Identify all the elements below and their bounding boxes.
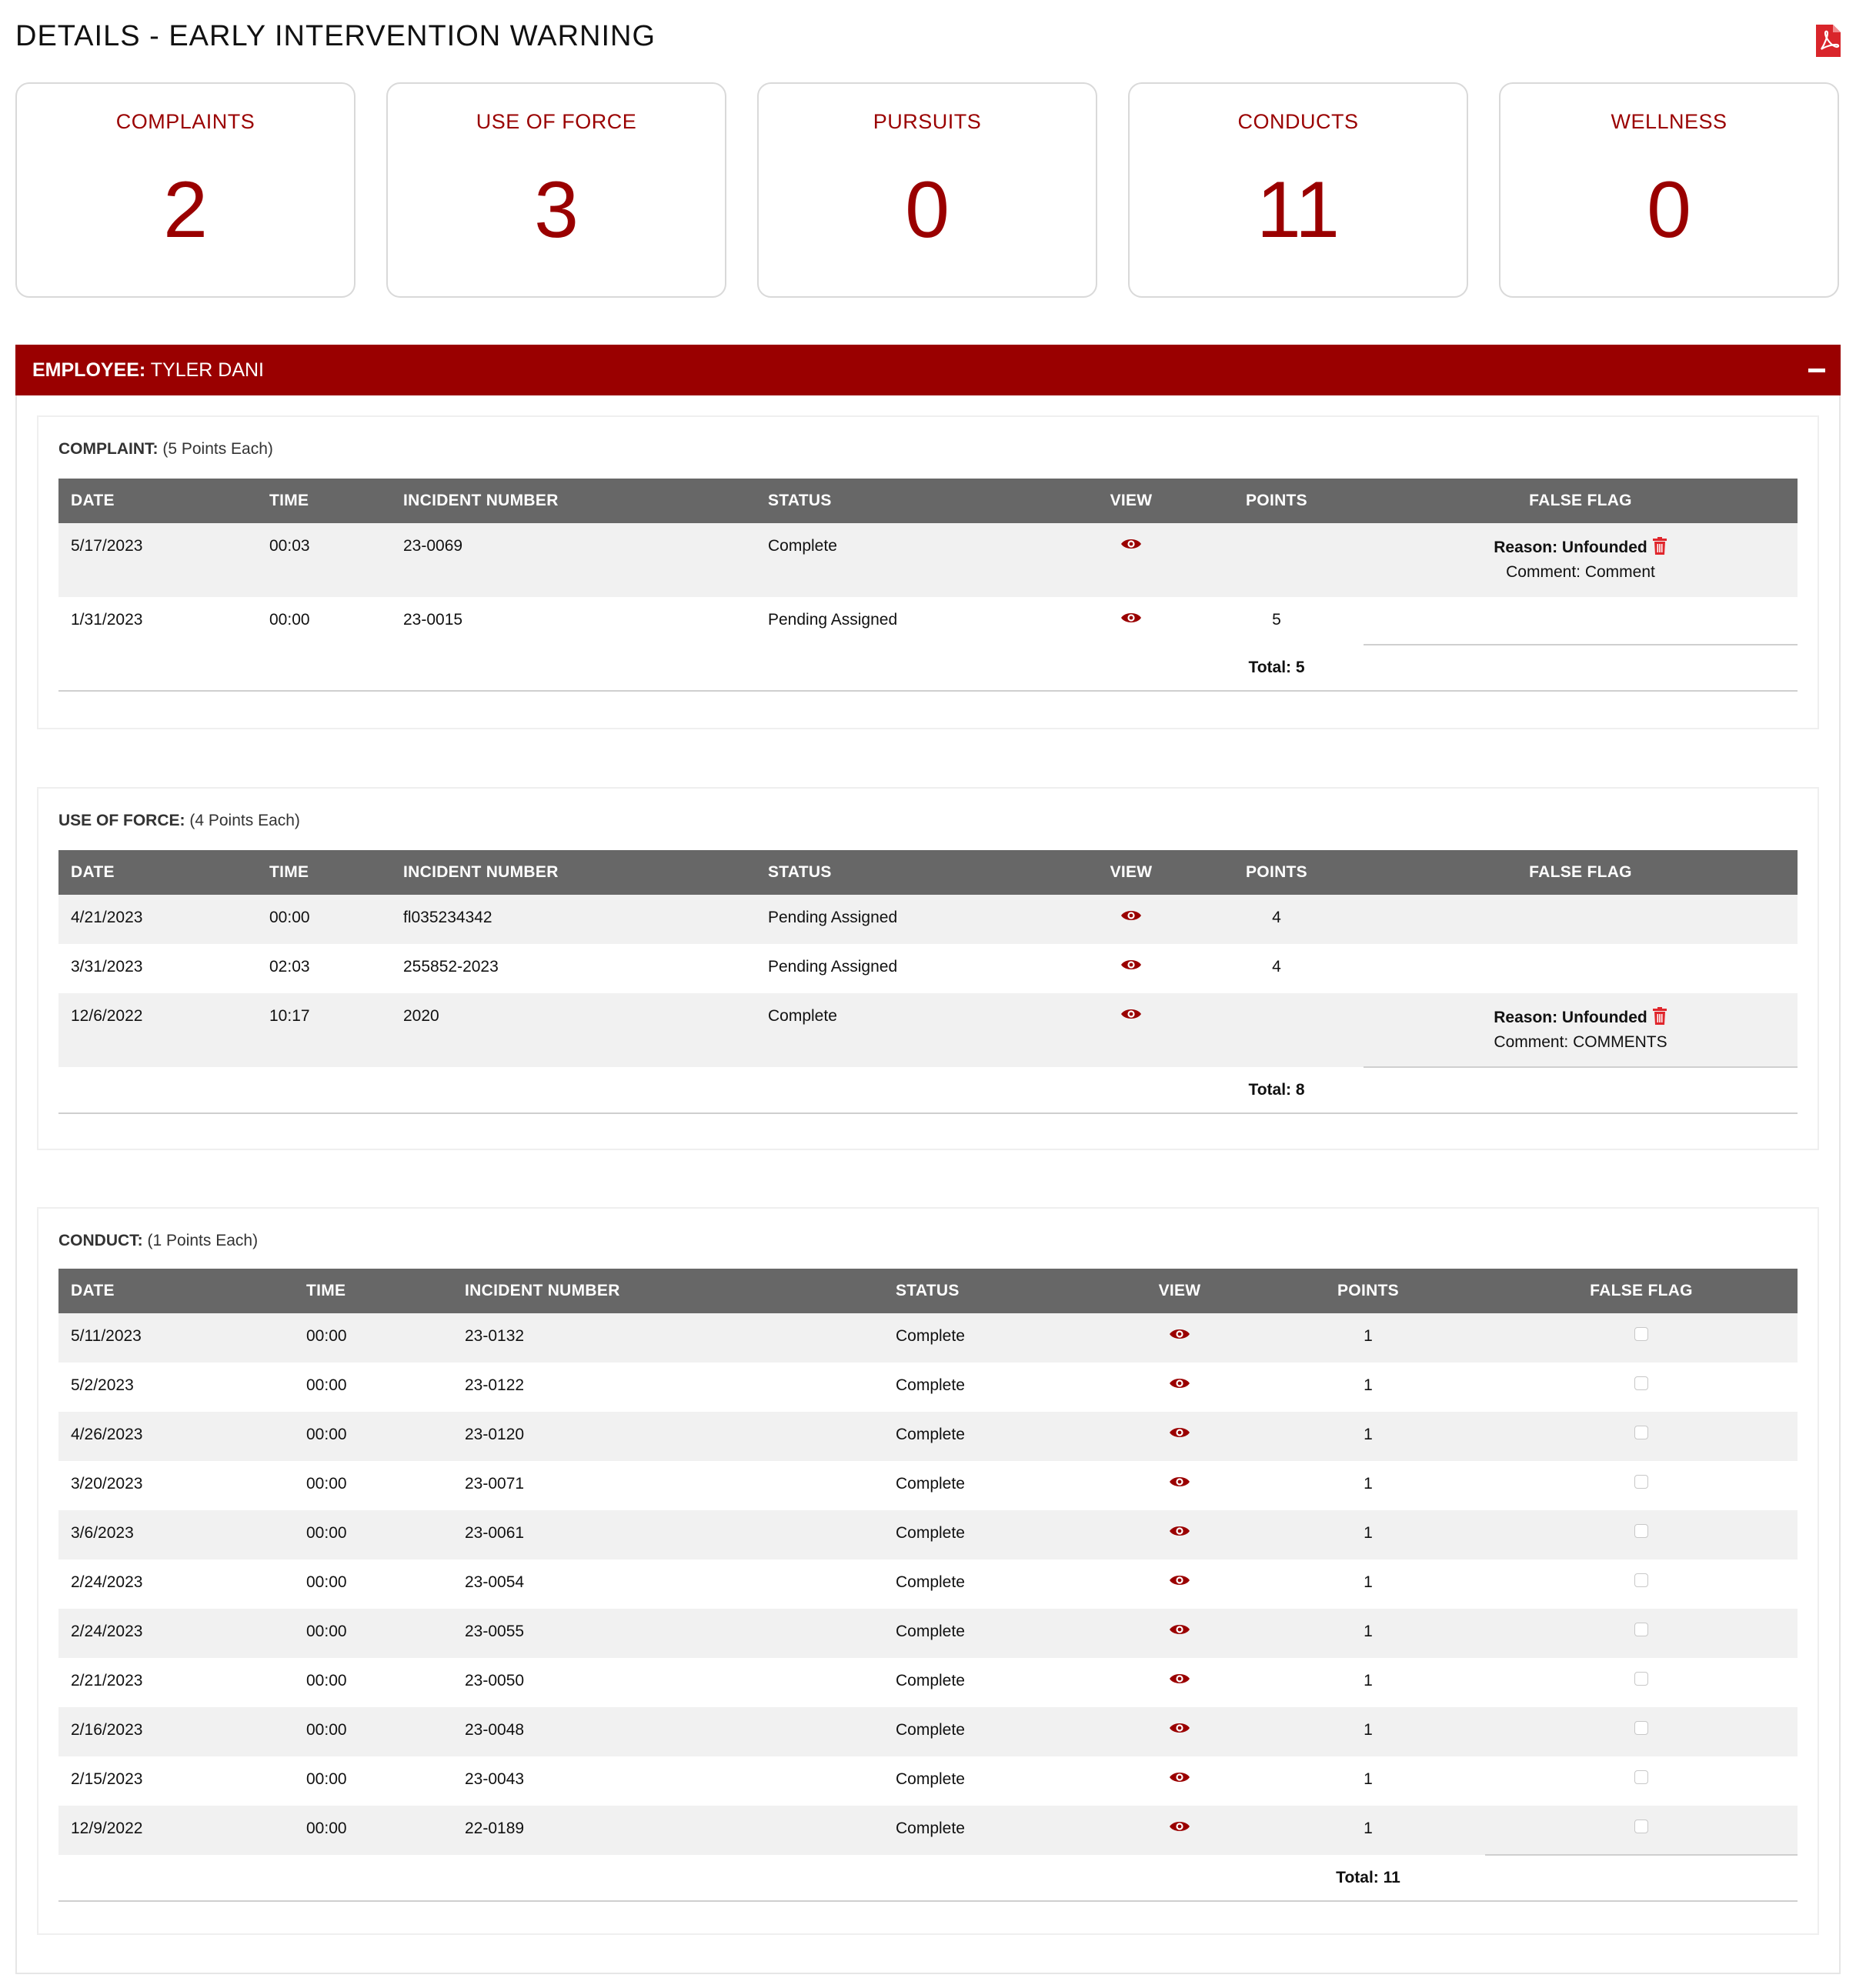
- false-flag-checkbox[interactable]: [1634, 1770, 1648, 1784]
- cell-status: Complete: [896, 1426, 965, 1443]
- cell-status: Complete: [768, 537, 837, 555]
- false-flag-checkbox[interactable]: [1634, 1721, 1648, 1735]
- col-header-incident-number[interactable]: INCIDENT NUMBER: [391, 850, 756, 895]
- cell-time: 00:00: [269, 611, 310, 629]
- cell-incident: 22-0189: [465, 1820, 525, 1837]
- cell-status: Complete: [896, 1770, 965, 1788]
- col-header-status[interactable]: STATUS: [756, 850, 1073, 895]
- table-row: [58, 1363, 1798, 1412]
- col-header-points[interactable]: POINTS: [1251, 1269, 1485, 1313]
- table-header-row: [58, 850, 1798, 895]
- col-header-status[interactable]: STATUS: [756, 479, 1073, 523]
- page-title: DETAILS - EARLY INTERVENTION WARNING: [15, 20, 656, 52]
- col-header-incident-number[interactable]: INCIDENT NUMBER: [452, 1269, 883, 1313]
- col-header-false-flag: FALSE FLAG: [1364, 479, 1798, 523]
- view-eye-icon[interactable]: [1169, 1376, 1190, 1390]
- cell-date: 3/6/2023: [71, 1524, 134, 1542]
- cell-points: 4: [1272, 909, 1281, 926]
- cell-status: Complete: [896, 1623, 965, 1640]
- cell-points: 1: [1364, 1475, 1373, 1493]
- cell-time: 00:00: [306, 1672, 347, 1689]
- cell-date: 4/26/2023: [71, 1426, 143, 1443]
- cell-incident: 23-0132: [465, 1327, 525, 1345]
- stat-label: USE OF FORCE: [476, 110, 637, 133]
- table-row: [58, 993, 1798, 1067]
- view-eye-icon[interactable]: [1120, 537, 1142, 551]
- col-header-view: VIEW: [1073, 850, 1190, 895]
- cell-points: 1: [1364, 1327, 1373, 1345]
- cell-date: 3/20/2023: [71, 1475, 143, 1493]
- view-eye-icon[interactable]: [1169, 1573, 1190, 1587]
- section-total: Total: 11: [1251, 1855, 1485, 1901]
- conduct-table: [58, 1269, 1798, 1902]
- section-title: CONDUCT: (1 Points Each): [58, 1232, 259, 1249]
- table-row: [58, 523, 1798, 597]
- col-header-time[interactable]: TIME: [294, 1269, 452, 1313]
- cell-incident: 23-0050: [465, 1672, 525, 1689]
- view-eye-icon[interactable]: [1169, 1327, 1190, 1341]
- stat-value: 3: [534, 165, 579, 255]
- cell-time: 00:00: [306, 1573, 347, 1591]
- col-header-view: VIEW: [1073, 479, 1190, 523]
- false-flag-checkbox[interactable]: [1634, 1820, 1648, 1833]
- cell-status: Complete: [896, 1672, 965, 1689]
- false-flag-checkbox[interactable]: [1634, 1475, 1648, 1489]
- col-header-status[interactable]: STATUS: [883, 1269, 1108, 1313]
- employee-panel-header[interactable]: [15, 345, 1841, 395]
- cell-points: 4: [1272, 958, 1281, 976]
- cell-status: Complete: [896, 1376, 965, 1394]
- false-flag-checkbox[interactable]: [1634, 1426, 1648, 1439]
- table-header-row: [58, 479, 1798, 523]
- false-flag-checkbox[interactable]: [1634, 1672, 1648, 1686]
- table-row: [58, 1313, 1798, 1363]
- col-header-view: VIEW: [1108, 1269, 1251, 1313]
- stat-label: PURSUITS: [873, 110, 982, 133]
- col-header-date[interactable]: DATE: [58, 479, 257, 523]
- col-header-date[interactable]: DATE: [58, 1269, 294, 1313]
- view-eye-icon[interactable]: [1169, 1820, 1190, 1833]
- cell-time: 00:03: [269, 537, 310, 555]
- cell-status: Complete: [896, 1327, 965, 1345]
- stat-card-conducts: [1128, 82, 1468, 298]
- view-eye-icon[interactable]: [1169, 1623, 1190, 1636]
- cell-date: 2/24/2023: [71, 1573, 143, 1591]
- stat-card-wellness: [1499, 82, 1839, 298]
- cell-points: 1: [1364, 1623, 1373, 1640]
- cell-time: 00:00: [306, 1524, 347, 1542]
- cell-date: 1/31/2023: [71, 611, 143, 629]
- section-title: COMPLAINT: (5 Points Each): [58, 440, 273, 458]
- cell-incident: 23-0122: [465, 1376, 525, 1394]
- employee-name: TYLER DANI: [150, 359, 265, 381]
- table-row: [58, 597, 1798, 645]
- cell-date: 4/21/2023: [71, 909, 143, 926]
- cell-incident: fl035234342: [403, 909, 492, 926]
- col-header-points[interactable]: POINTS: [1190, 850, 1364, 895]
- false-flag-comment: Comment: Comment: [1506, 563, 1655, 581]
- employee-heading: [32, 359, 264, 382]
- view-eye-icon[interactable]: [1169, 1721, 1190, 1735]
- cell-points: 1: [1364, 1376, 1373, 1394]
- cell-incident: 23-0120: [465, 1426, 525, 1443]
- cell-time: 00:00: [306, 1623, 347, 1640]
- cell-points: [1190, 993, 1364, 1007]
- col-header-incident-number[interactable]: INCIDENT NUMBER: [391, 479, 756, 523]
- cell-time: 00:00: [306, 1475, 347, 1493]
- view-eye-icon[interactable]: [1169, 1770, 1190, 1784]
- false-flag-checkbox[interactable]: [1634, 1327, 1648, 1341]
- cell-time: 00:00: [306, 1426, 347, 1443]
- table-row: [58, 1559, 1798, 1609]
- cell-status: Complete: [896, 1573, 965, 1591]
- cell-points: 5: [1272, 611, 1281, 629]
- cell-status: Complete: [896, 1721, 965, 1739]
- table-row: [58, 944, 1798, 993]
- trash-icon[interactable]: [1652, 537, 1667, 555]
- total-row: [58, 645, 1798, 691]
- cell-time: 00:00: [269, 909, 310, 926]
- false-flag-reason: Reason: Unfounded: [1494, 539, 1647, 556]
- false-flag-comment: Comment: COMMENTS: [1494, 1033, 1667, 1051]
- table-row: [58, 1707, 1798, 1756]
- trash-icon[interactable]: [1652, 1007, 1667, 1026]
- false-flag-checkbox[interactable]: [1634, 1623, 1648, 1636]
- cell-time: 10:17: [269, 1007, 310, 1025]
- col-header-points[interactable]: POINTS: [1190, 479, 1364, 523]
- employee-label: EMPLOYEE:: [32, 359, 146, 381]
- col-header-date[interactable]: DATE: [58, 850, 257, 895]
- view-eye-icon[interactable]: [1120, 611, 1142, 625]
- false-flag-checkbox[interactable]: [1634, 1376, 1648, 1390]
- total-row: [58, 1067, 1798, 1113]
- collapse-icon[interactable]: [1808, 369, 1825, 372]
- cell-status: Complete: [896, 1820, 965, 1837]
- col-header-false-flag: FALSE FLAG: [1364, 850, 1798, 895]
- cell-incident: 23-0043: [465, 1770, 525, 1788]
- conduct-section: [37, 1207, 1819, 1935]
- col-header-time[interactable]: TIME: [257, 850, 391, 895]
- section-total: Total: 5: [1190, 645, 1364, 691]
- stat-value: 11: [1257, 165, 1340, 255]
- cell-incident: 23-0015: [403, 611, 463, 629]
- cell-points: 1: [1364, 1672, 1373, 1689]
- cell-time: 02:03: [269, 958, 310, 976]
- cell-date: 5/2/2023: [71, 1376, 134, 1394]
- table-row: [58, 1756, 1798, 1806]
- cell-status: Pending Assigned: [768, 958, 898, 976]
- stat-label: CONDUCTS: [1237, 110, 1359, 133]
- view-eye-icon[interactable]: [1120, 1007, 1142, 1021]
- stat-label: COMPLAINTS: [115, 110, 255, 133]
- stat-value: 2: [163, 165, 208, 255]
- cell-incident: 23-0055: [465, 1623, 525, 1640]
- section-title: USE OF FORCE: (4 Points Each): [58, 812, 300, 829]
- cell-date: 12/9/2022: [71, 1820, 143, 1837]
- table-row: [58, 1609, 1798, 1658]
- cell-time: 00:00: [306, 1721, 347, 1739]
- cell-date: 2/24/2023: [71, 1623, 143, 1640]
- cell-time: 00:00: [306, 1770, 347, 1788]
- table-row: [58, 895, 1798, 944]
- stat-label: WELLNESS: [1611, 110, 1727, 133]
- cell-date: 2/16/2023: [71, 1721, 143, 1739]
- cell-date: 2/15/2023: [71, 1770, 143, 1788]
- cell-time: 00:00: [306, 1820, 347, 1837]
- stat-value: 0: [1647, 165, 1691, 255]
- stat-card-complaints: [15, 82, 356, 298]
- false-flag-reason: Reason: Unfounded: [1494, 1009, 1647, 1026]
- cell-incident: 23-0061: [465, 1524, 525, 1542]
- cell-date: 2/21/2023: [71, 1672, 143, 1689]
- cell-time: 00:00: [306, 1376, 347, 1394]
- col-header-time[interactable]: TIME: [257, 479, 391, 523]
- table-row: [58, 1461, 1798, 1510]
- stat-card-pursuits: [757, 82, 1097, 298]
- complaint-table: [58, 479, 1798, 692]
- table-row: [58, 1806, 1798, 1855]
- table-row: [58, 1412, 1798, 1461]
- use-of-force-table: [58, 850, 1798, 1114]
- view-eye-icon[interactable]: [1169, 1524, 1190, 1538]
- cell-incident: 23-0071: [465, 1475, 525, 1493]
- cell-date: 12/6/2022: [71, 1007, 143, 1025]
- table-row: [58, 1658, 1798, 1707]
- cell-incident: 23-0048: [465, 1721, 525, 1739]
- cell-incident: 23-0054: [465, 1573, 525, 1591]
- stat-value: 0: [905, 165, 950, 255]
- cell-points: 1: [1364, 1426, 1373, 1443]
- view-eye-icon[interactable]: [1120, 958, 1142, 972]
- cell-date: 5/17/2023: [71, 537, 143, 555]
- cell-status: Complete: [896, 1524, 965, 1542]
- false-flag-checkbox[interactable]: [1634, 1524, 1648, 1538]
- cell-incident: 2020: [403, 1007, 439, 1025]
- cell-points: 1: [1364, 1524, 1373, 1542]
- cell-time: 00:00: [306, 1327, 347, 1345]
- cell-status: Complete: [768, 1007, 837, 1025]
- cell-points: 1: [1364, 1770, 1373, 1788]
- complaint-section: [37, 415, 1819, 729]
- stat-card-use-of-force: [386, 82, 726, 298]
- view-eye-icon[interactable]: [1169, 1672, 1190, 1686]
- table-header-row: [58, 1269, 1798, 1313]
- view-eye-icon[interactable]: [1169, 1475, 1190, 1489]
- use-of-force-section: [37, 787, 1819, 1150]
- cell-incident: 255852-2023: [403, 958, 499, 976]
- section-total: Total: 8: [1190, 1067, 1364, 1113]
- view-eye-icon[interactable]: [1120, 909, 1142, 922]
- view-eye-icon[interactable]: [1169, 1426, 1190, 1439]
- cell-points: 1: [1364, 1573, 1373, 1591]
- cell-date: 3/31/2023: [71, 958, 143, 976]
- cell-points: 1: [1364, 1721, 1373, 1739]
- pdf-export-icon[interactable]: [1814, 23, 1842, 58]
- cell-status: Complete: [896, 1475, 965, 1493]
- cell-status: Pending Assigned: [768, 909, 898, 926]
- table-row: [58, 1510, 1798, 1559]
- total-row: [58, 1855, 1798, 1901]
- cell-incident: 23-0069: [403, 537, 463, 555]
- col-header-false-flag: FALSE FLAG: [1485, 1269, 1798, 1313]
- cell-status: Pending Assigned: [768, 611, 898, 629]
- cell-points: 1: [1364, 1820, 1373, 1837]
- false-flag-checkbox[interactable]: [1634, 1573, 1648, 1587]
- cell-date: 5/11/2023: [71, 1327, 142, 1345]
- cell-points: [1190, 523, 1364, 537]
